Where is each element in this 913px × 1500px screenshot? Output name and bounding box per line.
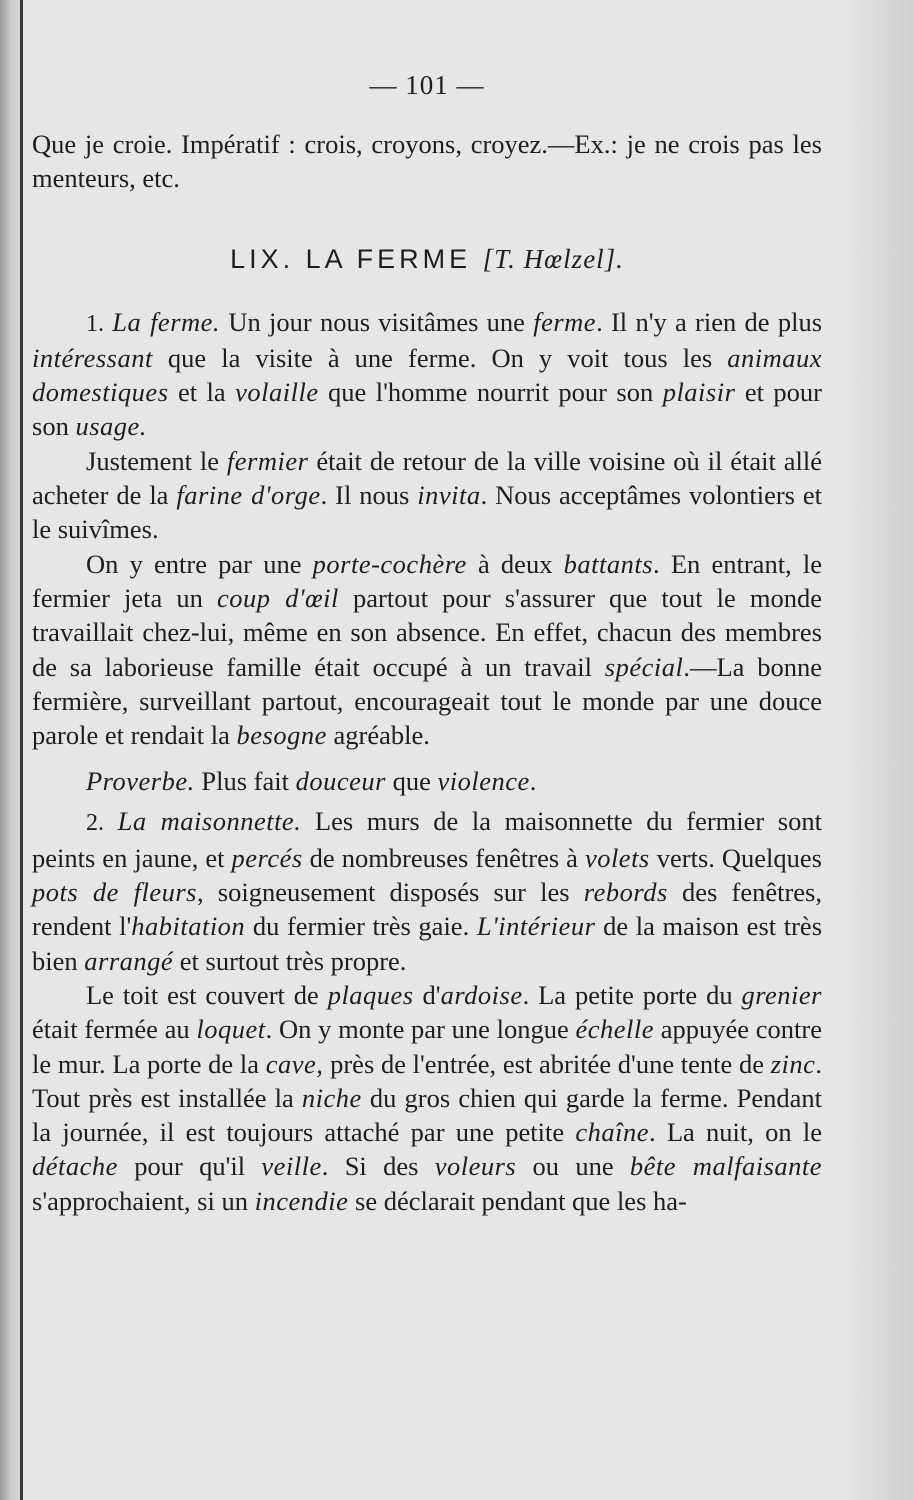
italic-term: ferme — [533, 306, 597, 337]
italic-term: battants — [563, 548, 654, 579]
section1-number: 1. — [86, 310, 104, 337]
italic-term: usage. — [75, 411, 147, 442]
italic-term: invita — [417, 480, 481, 511]
section2-paragraph2: Le toit est couvert de plaques d'ardoise. La petite porte du grenier était fermée au loquet. On y monte par une longue échelle appuyée contre le mur. La porte de la cave, près de l'entrée, est abritée d'une tente de zinc. Tout près est installée la niche du gros chien qui garde la ferme. Pendant la journée, il est toujours attaché par une petite chaîne. La nuit, on le détache pour qu'il veille. Si des voleurs ou une bête malfaisante s'approchaient, si un incendie se déclarait pendant que les ha- — [32, 979, 823, 1216]
section1-paragraph3: On y entre par une porte-cochère à deux battants. En entrant, le fermier jeta un coup d'œil partout pour s'assurer que tout le monde travaillait chez-lui, même en son absence. En effet, chacun des membres de sa laborieuse famille était occupé à un travail spécial.—La bonne fermière, surveillant partout, encourageait tout le monde par une douce parole et rendait la besogne agréable. — [32, 548, 822, 751]
italic-term: plaques — [327, 979, 414, 1010]
lesson-title — [32, 244, 822, 275]
binding-line — [20, 0, 23, 1500]
italic-term: grenier — [741, 979, 822, 1010]
binding-gutter — [0, 0, 22, 1500]
italic-term: L'intérieur — [476, 911, 596, 942]
italic-term: volets — [584, 842, 650, 873]
italic-term: cave, — [265, 1048, 324, 1079]
italic-term: échelle — [575, 1014, 655, 1045]
italic-term: pots de fleurs — [32, 877, 197, 908]
italic-term: loquet — [196, 1014, 266, 1045]
italic-term: niche — [301, 1082, 362, 1113]
italic-term: douceur — [295, 766, 386, 797]
section1-paragraph1-text: Un jour nous visitâmes une ferme. Il n'y a rien de plus intéressant que la visite à une ferme. On y voit tous les animaux domestiques et la volaille que l'homme nourrit pour son plaisir et pour son usage. — [32, 306, 823, 442]
lesson-title-text: LIX. LA FERME — [230, 243, 472, 274]
lesson-credit: [T. Hœlzel]. — [482, 243, 624, 274]
italic-term: volaille — [235, 377, 319, 408]
proverb-label: Proverbe. — [86, 766, 195, 797]
italic-term: arrangé — [84, 945, 174, 976]
section2-number: 2. — [86, 810, 104, 837]
italic-term: animaux domestiques — [32, 342, 822, 408]
intro-paragraph: Que je croie. Impératif : crois, croyons, croyez.—Ex.: je ne crois pas les menteurs, etc. — [32, 129, 822, 194]
italic-term: violence — [437, 766, 530, 797]
section2-heading: La maisonnette. — [117, 806, 302, 837]
section2-paragraph1-text: Les murs de la maisonnette du fermier sont peints en jaune, et percés de nombreuses fenêtres à volets verts. Quelques pots de fleurs, soigneusement disposés sur les rebords des fenêtres, rendent l'habitation du fermier très gaie. L'intérieur de la maison est très bien arrangé et surtout très propre. — [32, 806, 823, 976]
book-page — [32, 70, 822, 1218]
italic-term: rebords — [583, 877, 668, 908]
page-number: — 101 — — [369, 70, 485, 100]
page-edge-shadow — [843, 0, 913, 1500]
proverb-text: Plus fait douceur que violence. — [194, 766, 537, 797]
italic-term: bête malfaisante — [629, 1151, 823, 1182]
section1-paragraph1 — [32, 305, 822, 444]
italic-term: veille — [261, 1151, 322, 1182]
italic-term: ardoise — [440, 979, 523, 1010]
italic-term: besogne — [236, 720, 327, 751]
italic-term: plaisir — [662, 377, 736, 408]
italic-term: coup d'œil — [216, 582, 339, 613]
proverb — [86, 764, 822, 798]
italic-term: spécial — [604, 651, 684, 682]
italic-term: incendie — [254, 1185, 349, 1216]
italic-term: farine d'orge — [176, 480, 321, 511]
italic-term: voleurs — [434, 1151, 517, 1182]
italic-term: percés — [231, 842, 303, 873]
italic-term: porte-cochère — [312, 548, 467, 579]
italic-term: chaîne — [575, 1117, 649, 1148]
italic-term: fermier — [226, 445, 309, 476]
italic-term: détache — [32, 1151, 118, 1182]
italic-term: zinc — [770, 1048, 816, 1079]
italic-term: intéressant — [32, 342, 153, 373]
italic-term: habitation — [131, 911, 246, 942]
section1-paragraph2: Justement le fermier était de retour de la ville voisine où il était allé acheter de la farine d'orge. Il nous invita. Nous acceptâmes volontiers et le suivîmes. — [32, 445, 823, 545]
section1-heading: La ferme. — [112, 306, 221, 337]
section2-paragraph1 — [32, 804, 822, 977]
